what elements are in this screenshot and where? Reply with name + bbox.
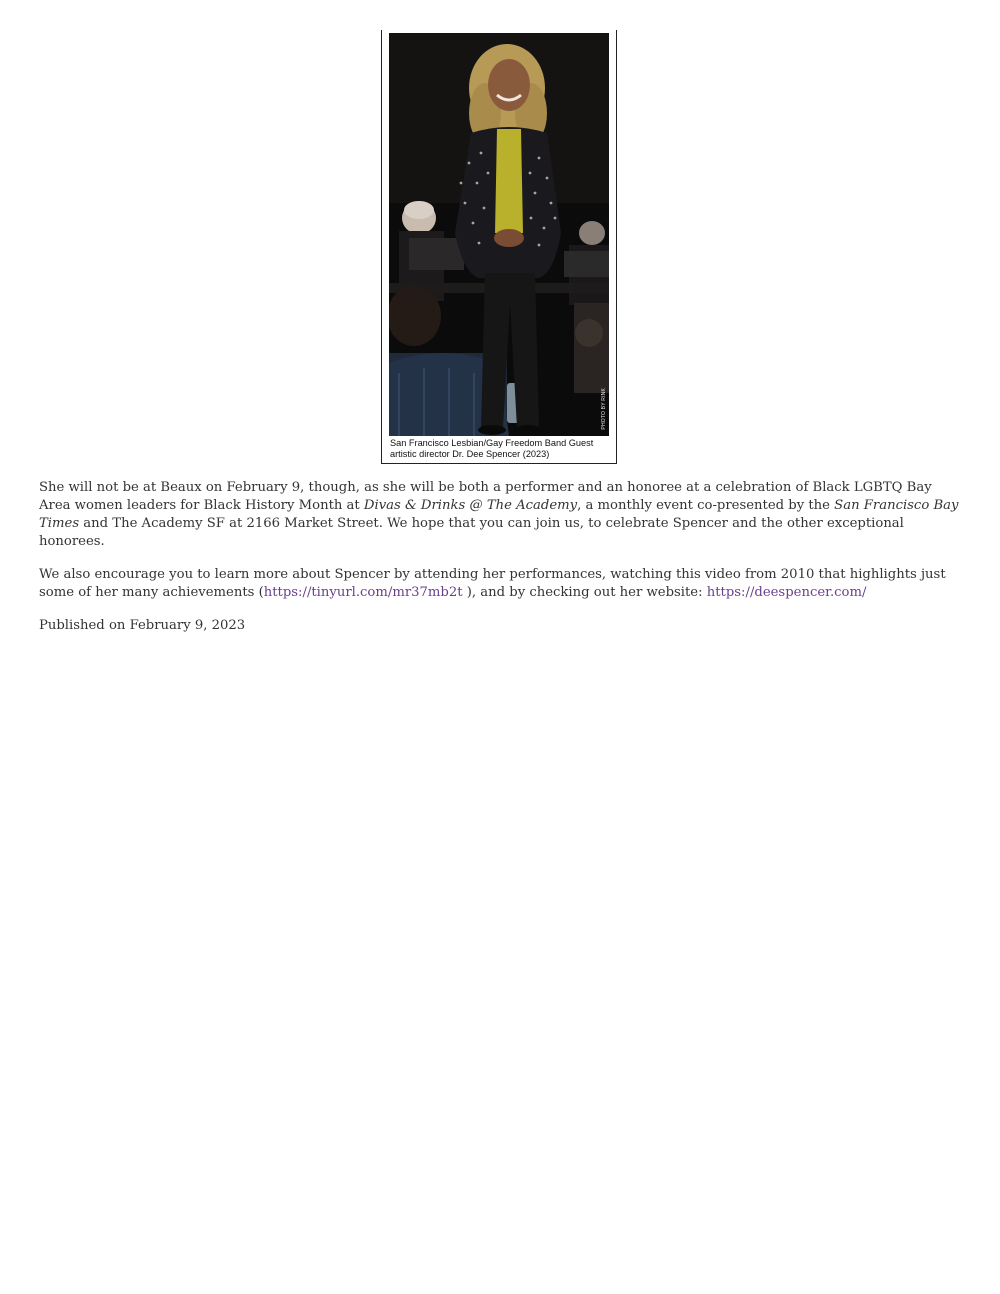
event-name: Divas & Drinks @ The Academy: [363, 498, 578, 513]
photo-figure: [381, 30, 617, 464]
p2-text-1: We also encourage you to learn more about Spencer by attending her performances, watching this video from 2010 that highlights just some of her many achievements (: [39, 567, 946, 600]
publication-name: San Francisco Bay Times: [39, 498, 959, 531]
photo-credit: PHOTO BY RINK: [601, 388, 607, 430]
article-paragraph-1: [39, 479, 959, 551]
p1-text-3: and The Academy SF at 2166 Market Street. We hope that you can join us, to celebrate Spencer and the other exceptional honorees.: [39, 516, 904, 549]
website-link[interactable]: https://deespencer.com/: [706, 585, 867, 600]
article-paragraph-2: [39, 566, 959, 602]
photo-illustration: [389, 33, 609, 436]
published-date: Published on February 9, 2023: [39, 618, 246, 633]
photo-caption: San Francisco Lesbian/Gay Freedom Band Guest artistic director Dr. Dee Spencer (2023): [390, 438, 594, 459]
p1-text-1: She will not be at Beaux on February 9, though, as she will be both a performer and an honoree at a celebration of Black LGBTQ Bay Area women leaders for Black History Month at: [39, 480, 932, 513]
article-body: [39, 479, 959, 650]
p2-text-2: ), and by checking out her website:: [462, 585, 707, 600]
video-link[interactable]: https://tinyurl.com/mr37mb2t: [263, 585, 463, 600]
p1-text-2: , a monthly event co-presented by the: [577, 498, 835, 513]
photo-dee-spencer: [389, 33, 609, 436]
